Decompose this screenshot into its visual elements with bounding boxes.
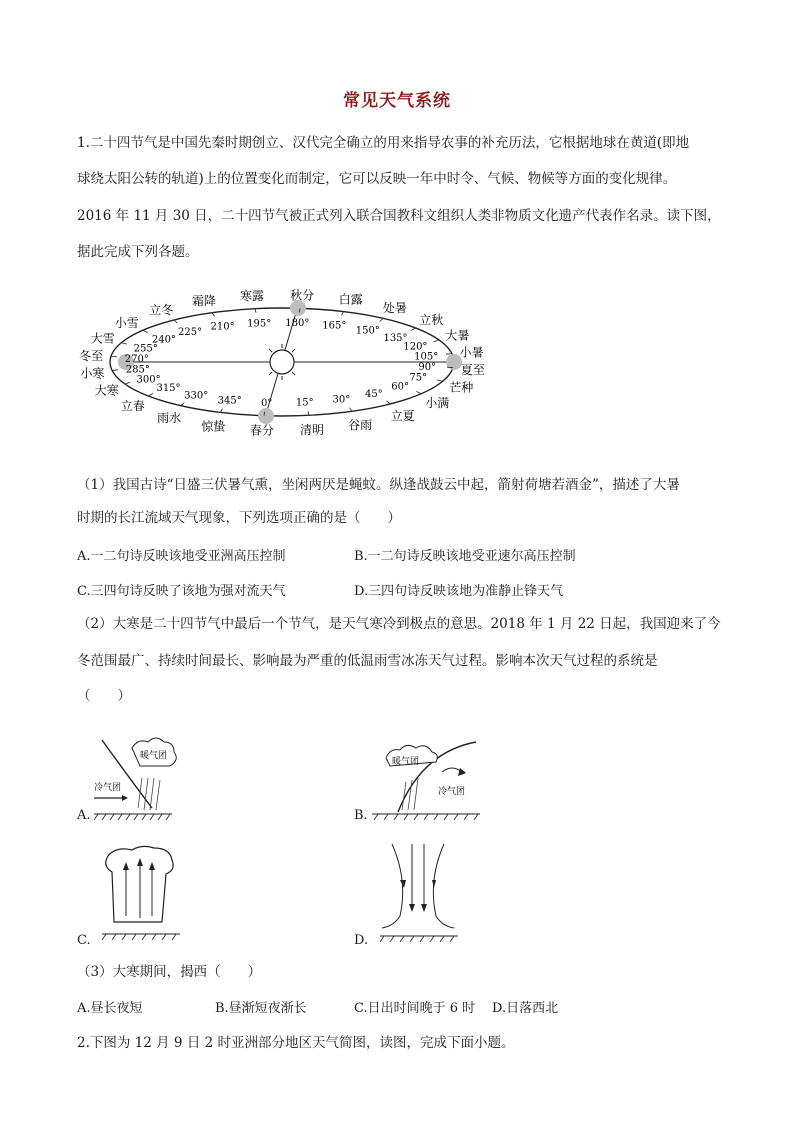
solar-term-label: 大暑 — [445, 328, 470, 343]
q1-sub3-option-b[interactable]: B.昼渐短夜渐长 — [215, 1001, 307, 1016]
solar-term-degree: 300° — [136, 374, 161, 386]
solar-term-label: 立春 — [120, 398, 145, 413]
orbit-tick — [437, 380, 443, 382]
orbit-tick — [212, 313, 215, 317]
solar-term-label: 谷雨 — [348, 418, 373, 433]
q1-sub3-option-a[interactable]: A.昼长夜短 — [77, 1001, 143, 1016]
solar-term-degree: 90° — [418, 362, 437, 374]
solar-term-degree: 285° — [125, 364, 150, 376]
orbit-tick — [416, 391, 421, 393]
solar-term-degree: 270° — [124, 353, 149, 365]
solar-term-label: 立秋 — [419, 313, 444, 328]
solar-term-label: 小满 — [425, 396, 450, 410]
orbit-tick — [387, 401, 391, 404]
solar-term-label: 立冬 — [149, 303, 174, 318]
solar-term-label: 雨水 — [157, 411, 182, 425]
solar-terms-diagram — [76, 276, 516, 446]
orbit-tick — [342, 312, 344, 316]
cold-air-label: 冷气团 — [94, 783, 122, 793]
orbit-tick — [411, 328, 416, 331]
solar-term-label: 春分 — [249, 423, 274, 438]
q1-sub1-option-b[interactable]: B.一二句诗反映该地受亚速尔高压控制 — [354, 549, 576, 564]
page-title: 常见天气系统 — [343, 91, 451, 111]
solar-term-label: 大寒 — [94, 383, 119, 398]
warm-air-label: 暖气团 — [140, 751, 168, 761]
q1-sub2-option-c[interactable]: C. — [77, 933, 91, 948]
warm-air-label-b: 暖气团 — [392, 757, 420, 767]
solar-term-label: 立夏 — [390, 408, 415, 423]
solar-term-degree: 120° — [403, 341, 428, 353]
q1-sub2-stem-line1: （2）大寒是二十四节气中最后一个节气，是天气寒冷到极点的意思。2018 年 1 月 22 日起，我国迎来了今 — [77, 616, 721, 632]
orbit-tick — [174, 320, 178, 323]
solar-term-degree: 45° — [365, 389, 383, 401]
solar-term-degree: 135° — [383, 332, 408, 344]
solar-term-label: 寒露 — [239, 288, 265, 303]
q1-sub2-option-b[interactable]: B. — [354, 808, 368, 823]
subsidence-diagram[interactable] — [374, 840, 464, 944]
solar-term-degree: 30° — [332, 394, 351, 406]
solar-term-degree: 345° — [217, 395, 242, 407]
solar-term-label: 大雪 — [90, 331, 115, 346]
orbit-tick — [446, 354, 452, 355]
convection-diagram[interactable] — [96, 842, 186, 942]
q1-sub3-stem: （3）大寒期间，揭西（ ） — [77, 964, 262, 980]
solar-term-degree: 165° — [322, 320, 347, 332]
orbit-tick — [125, 382, 130, 384]
orbit-tick — [255, 309, 256, 313]
q1-sub1-option-d[interactable]: D.三四句诗反映该地为准静止锋天气 — [354, 584, 564, 599]
orbit-tick — [308, 411, 309, 415]
solar-term-label: 白露 — [338, 292, 363, 307]
solar-term-label: 夏至 — [460, 363, 485, 378]
solar-term-degree: 105° — [414, 351, 439, 363]
q1-sub3-option-c[interactable]: C.日出时间晚于 6 时 — [354, 1001, 476, 1016]
solar-term-label: 小寒 — [80, 366, 105, 381]
solar-term-degree: 225° — [178, 326, 203, 338]
solar-term-degree: 195° — [247, 318, 272, 330]
solar-term-degree: 210° — [210, 321, 235, 333]
q1-intro-line1: 1.二十四节气是中国先秦时期创立、汉代完全确立的用来指导农事的补充历法，它根据地球在黄道(即地 — [77, 135, 690, 151]
q1-sub2-option-a[interactable]: A. — [77, 808, 91, 823]
solar-term-label: 小雪 — [114, 316, 139, 330]
q1-sub1-stem-line1: （1）我国古诗“日盛三伏暑气熏，坐闲两厌是蝇蚊。纵逢战鼓云中起，箭射荷塘若酒金”，描述了大暑 — [77, 477, 680, 493]
q1-sub1-option-c[interactable]: C.三四句诗反映了该地为强对流天气 — [77, 584, 286, 599]
solar-term-degree: 180° — [285, 318, 310, 330]
solar-term-degree: 240° — [151, 334, 176, 346]
solar-term-label: 小暑 — [459, 345, 484, 360]
solar-term-label: 秋分 — [290, 288, 315, 303]
earth-spring-icon — [258, 408, 274, 424]
solar-term-degree: 255° — [133, 343, 158, 355]
orbit-tick — [121, 343, 127, 345]
orbit-tick — [434, 340, 440, 342]
q1-sub1-stem-line2: 时期的长江流域天气现象，下列选项正确的是（ ） — [77, 510, 401, 526]
solar-term-label: 处暑 — [382, 301, 407, 315]
solar-term-degree: 315° — [156, 383, 181, 395]
q1-sub1-option-a[interactable]: A.一二句诗反映该地受亚洲高压控制 — [77, 549, 286, 564]
orbit-tick — [220, 409, 222, 413]
solar-term-degree: 330° — [184, 390, 209, 402]
solar-term-label: 霜降 — [191, 293, 216, 308]
orbit-tick — [350, 408, 353, 412]
q2-stem: 2.下图为 12 月 9 日 2 时亚洲部分地区天气简图，读图，完成下面小题。 — [77, 1035, 515, 1051]
orbit-tick — [112, 370, 118, 371]
solar-term-degree: 150° — [355, 325, 380, 337]
solar-term-degree: 75° — [409, 372, 428, 384]
q1-intro-line3: 2016 年 11 月 30 日，二十四节气被正式列入联合国教科文组织人类非物质文化遗产代表作名录。读下图， — [77, 208, 721, 224]
solar-term-degree: 60° — [391, 381, 409, 393]
orbit-tick — [148, 394, 153, 397]
cold-front-diagram[interactable] — [92, 728, 192, 824]
orbit-tick — [181, 403, 185, 406]
q1-sub2-stem-line3: （ ） — [77, 688, 131, 704]
orbit-tick — [143, 330, 148, 332]
solar-term-degree: 0° — [261, 397, 273, 409]
solar-term-degree: 15° — [295, 397, 314, 409]
solar-term-label: 清明 — [299, 423, 325, 438]
q1-sub2-stem-line2: 冬范围最广、持续时间最长、影响最为严重的低温雨雪冰冻天气过程。影响本次天气过程的系统是 — [77, 653, 658, 669]
cold-air-label-b: 冷气团 — [438, 787, 466, 797]
sun-icon — [270, 350, 294, 374]
q1-intro-line2: 球绕太阳公转的轨道)上的位置变化而制定，它可以反映一年中时令、气候、物候等方面的变化规律。 — [77, 171, 677, 187]
q1-sub2-option-d[interactable]: D. — [354, 933, 369, 948]
q1-intro-line4: 据此完成下列各题。 — [77, 244, 199, 260]
orbit-tick — [380, 318, 384, 321]
warm-front-diagram[interactable] — [372, 722, 484, 822]
solar-term-label: 冬至 — [79, 348, 104, 363]
solar-term-label: 芒种 — [449, 380, 474, 395]
solar-term-label: 惊蛰 — [201, 419, 226, 434]
q1-sub3-option-d[interactable]: D.日落西北 — [492, 1001, 559, 1016]
